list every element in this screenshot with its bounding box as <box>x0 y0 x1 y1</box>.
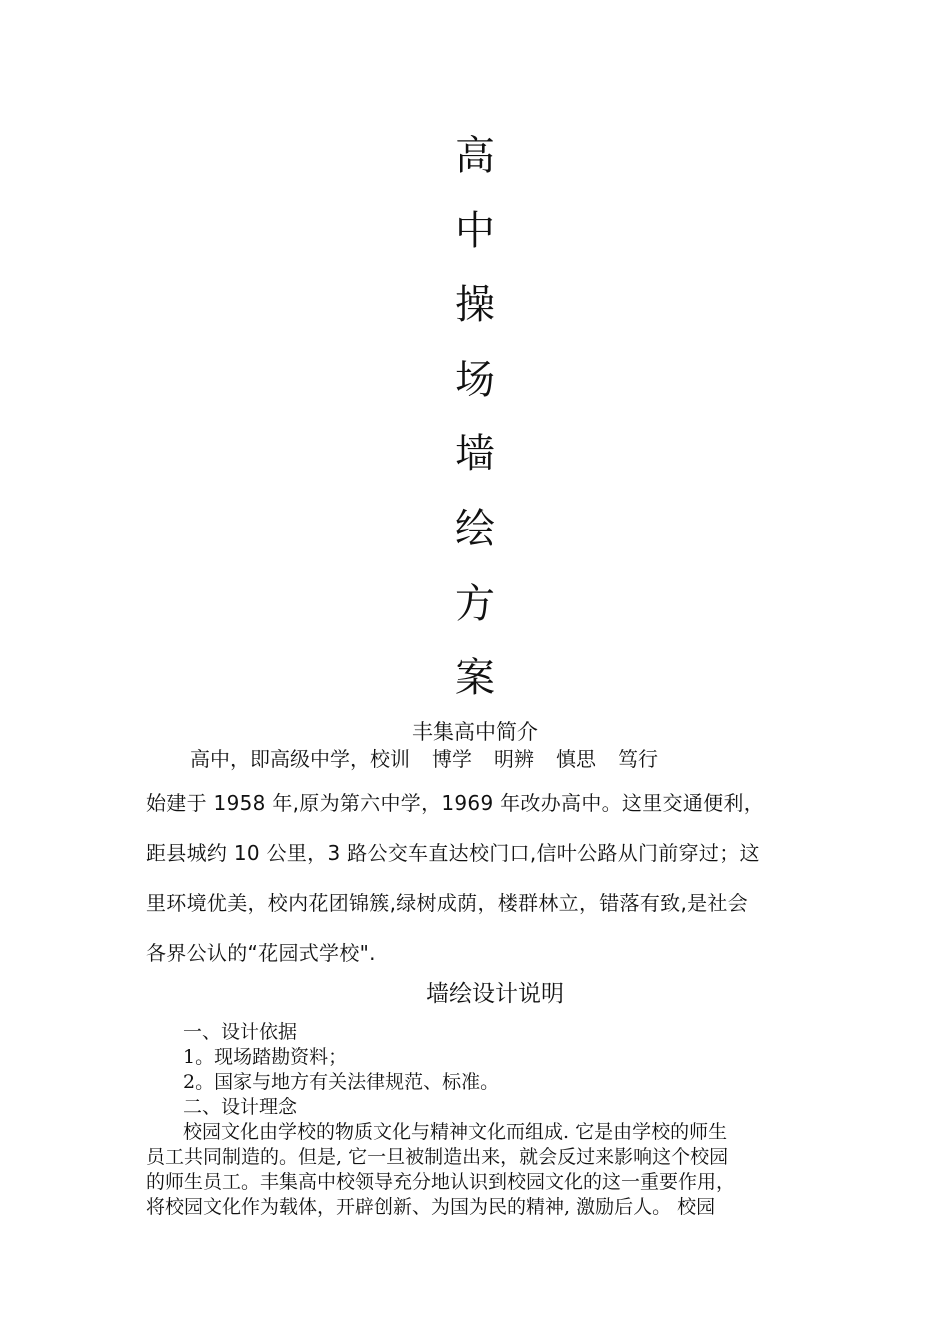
design-heading: 墙绘设计说明 <box>426 981 564 1007</box>
title-char: 墙 <box>455 431 495 478</box>
section-title: 二、设计理念 <box>183 1096 298 1118</box>
intro-line: 各界公认的“花园式学校". <box>146 941 376 965</box>
intro-line: 始建于 1958 年,原为第六中学，1969 年改办高中。这里交通便利， <box>146 791 765 815</box>
motto-word: 博学 <box>432 747 472 771</box>
title-char: 操 <box>455 282 495 329</box>
motto-word: 明辨 <box>494 747 534 771</box>
motto-word: 笃行 <box>618 747 658 771</box>
section-title: 一、设计依据 <box>183 1021 298 1043</box>
paragraph-line: 校园文化由学校的物质文化与精神文化而组成. 它是由学校的师生 <box>183 1121 728 1143</box>
paragraph-line: 的师生员工。丰集高中校领导充分地认识到校园文化的这一重要作用， <box>146 1171 736 1193</box>
school-motto <box>190 746 658 772</box>
title-char: 中 <box>455 207 495 254</box>
title-char: 案 <box>455 655 495 702</box>
title-char: 高 <box>455 133 495 179</box>
intro-line: 距县城约 10 公里，3 路公交车直达校门口,信叶公路从门前穿过；这 <box>146 841 760 865</box>
motto-word: 慎思 <box>556 747 596 771</box>
intro-line: 里环境优美，校内花团锦簇,绿树成荫，楼群林立，错落有致,是社会 <box>146 891 749 915</box>
paragraph-line: 员工共同制造的。但是, 它一旦被制造出来，就会反过来影响这个校园 <box>146 1146 729 1168</box>
title-char: 绘 <box>455 505 495 552</box>
intro-paragraph <box>146 778 816 978</box>
vertical-title <box>455 133 495 733</box>
section-item: 2。国家与地方有关法律规范、标准。 <box>183 1071 500 1093</box>
title-char: 场 <box>455 356 495 403</box>
intro-heading: 丰集高中简介 <box>412 720 538 744</box>
paragraph-line: 将校园文化作为载体，开辟创新、为国为民的精神, 激励后人。 校园 <box>146 1196 716 1218</box>
title-char: 方 <box>455 580 495 627</box>
motto-prefix: 高中，即高级中学，校训 <box>190 747 410 771</box>
section-item: 1。现场踏勘资料； <box>183 1046 348 1068</box>
design-body <box>146 1020 816 1220</box>
